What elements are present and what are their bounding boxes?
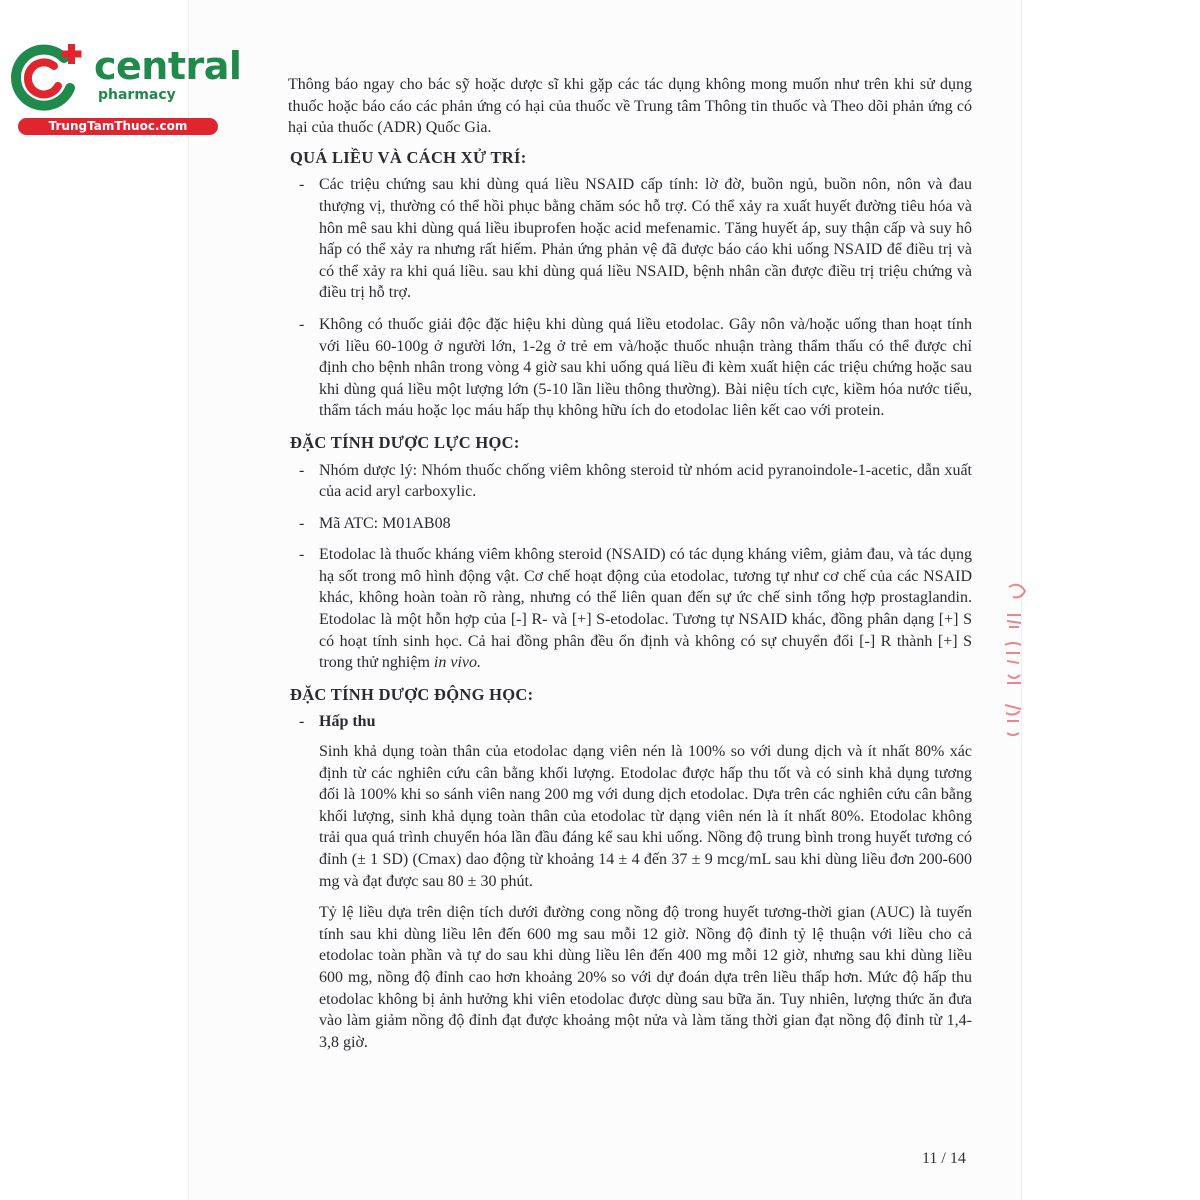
absorption-paragraph: Sinh khả dụng toàn thân của etodolac dạng viên nén là 100% so với dung dịch và ít nhất 80% xác định từ các nghiên cứu cân bằng khối lượng. Etodolac được hấp thu tốt và có sinh khả dụng tương đối là 100% khi so sánh viên nang 200 mg với dung dịch etodolac. Dựa trên các nghiên cứu cân bằng khối lượng, sinh khả dụng toàn thân của etodolac từ dạng viên nén là ít nhất 80%. Etodolac không trải qua quá trình chuyển hóa lần đầu đáng kể sau khi uống. Nồng độ trung bình trong huyết tương có đỉnh (± 1 SD) (Cmax) dao động từ khoảng 14 ± 4 đến 37 ± 9 mcg/mL sau khi dùng liều đơn 200-600 mg và đạt được sau 80 ± 30 phút. <box>319 743 972 890</box>
document-content <box>288 74 972 1053</box>
intro-paragraph: Thông báo ngay cho bác sỹ hoặc dược sĩ khi gặp các tác dụng không mong muốn như trên khi sử dụng thuốc hoặc báo cáo các phản ứng có hại của thuốc về Trung tâm Thông tin thuốc và Theo dõi phản ứng có hại của thuốc (ADR) Quốc Gia. <box>288 76 972 137</box>
item-text: Mã ATC: M01AB08 <box>319 514 451 532</box>
bullet-dash: - <box>299 514 305 532</box>
bullet-dash: - <box>299 546 305 564</box>
bullet-dash: - <box>299 713 305 731</box>
item-text: Không có thuốc giải độc đặc hiệu khi dùng quá liều etodolac. Gây nôn và/hoặc uống than hoạt tính với liều 60-100g ở người lớn, 1-2g ở trẻ em và/hoặc thuốc nhuận tràng thẩm thấu có thể được chỉ định cho bệnh nhân trong vòng 4 giờ sau khi uống quá liều đi kèm xuất hiện các triệu chứng hoặc sau khi dùng quá liều một lượng lớn (5-10 lần liều thông thường). Bài niệu tích cực, kiềm hóa nước tiểu, thẩm tách máu hoặc lọc máu hấp thụ không hữu ích do etodolac liên kết cao với protein. <box>319 315 972 420</box>
list-item <box>288 314 972 422</box>
item-text: Etodolac là thuốc kháng viêm không steroid (NSAID) có tác dụng kháng viêm, giảm đau, và tác dụng hạ sốt trong mô hình động vật. Cơ chế hoạt động của etodolac, tương tự như cơ chế của các NSAID khác, không hoàn toàn rõ ràng, nhưng có thể liên quan đến sự ức chế sinh tổng hợp prostaglandin. Etodolac là một hỗn hợp của [-] R- và [+] S-etodolac. Tương tự NSAID khác, đồng phân dạng [+] S có hoạt tính sinh học. Cả hai đồng phân đều ổn định và không có sự chuyển đổi [-] R thành [+] S trong thử nghiệm <box>319 546 972 672</box>
central-pharmacy-logo-icon <box>8 36 88 116</box>
page-number: 11 / 14 <box>922 1150 966 1167</box>
list-item <box>288 174 972 304</box>
list-item <box>288 513 972 535</box>
red-seal-stamp <box>995 575 1035 745</box>
bullet-dash: - <box>299 461 305 479</box>
list-item <box>288 460 972 503</box>
brand-logo[interactable] <box>8 36 242 136</box>
bullet-dash: - <box>299 315 305 333</box>
item-text: Các triệu chứng sau khi dùng quá liều NSAID cấp tính: lờ đờ, buồn ngủ, buồn nôn, nôn và đau thượng vị, thường có thể hồi phục bằng chăm sóc hỗ trợ. Có thể xảy ra xuất huyết đường tiêu hóa và hôn mê sau khi dùng quá liều ibuprofen hoặc acid mefenamic. Tăng huyết áp, suy thận cấp và suy hô hấp có thể xảy ra nhưng rất hiếm. Phản ứng phản vệ đã được báo cáo khi uống NSAID để điều trị và có thể xảy ra khi quá liều. sau khi dùng quá liều NSAID, bệnh nhân cần được điều trị triệu chứng và điều trị hỗ trợ. <box>319 176 972 302</box>
logo-name: central <box>94 44 242 88</box>
heading-overdose: QUÁ LIỀU VÀ CÁCH XỬ TRÍ: <box>290 147 527 167</box>
list-item <box>288 711 972 733</box>
item-text: Nhóm dược lý: Nhóm thuốc chống viêm không steroid từ nhóm acid pyranoindole-1-acetic, dẫn xuất của acid aryl carboxylic. <box>319 461 972 501</box>
auc-paragraph: Tỷ lệ liều dựa trên diện tích dưới đường cong nồng độ trong huyết tương-thời gian (AUC) là tuyến tính sau khi dùng liều lên đến 600 mg sau mỗi 12 giờ. Nồng độ đỉnh tỷ lệ thuận với liều cho cả etodolac toàn phần và tự do sau khi dùng liều lên đến 400 mg mỗi 12 giờ, nhưng sau khi dùng liều 600 mg, nồng độ đỉnh cao hơn khoảng 20% so với dự đoán dựa trên liều thấp hơn. Mức độ hấp thu etodolac không bị ảnh hưởng khi viên etodolac được dùng sau bữa ăn. Tuy nhiên, lượng thức ăn đưa vào làm giảm nồng độ đỉnh đạt được khoảng một nửa và làm tăng thời gian đạt nồng độ đỉnh từ 1,4-3,8 giờ. <box>319 904 972 1051</box>
heading-pharmacokinetics: ĐẶC TÍNH DƯỢC ĐỘNG HỌC: <box>290 684 534 704</box>
italic-term: in vivo. <box>433 654 481 672</box>
subheading-absorption: Hấp thu <box>319 713 376 731</box>
logo-url-badge[interactable]: TrungTamThuoc.com <box>18 118 218 135</box>
heading-pharmacodynamics: ĐẶC TÍNH DƯỢC LỰC HỌC: <box>290 432 520 452</box>
logo-subtitle: pharmacy <box>98 87 176 103</box>
list-item <box>288 544 972 674</box>
bullet-dash: - <box>299 176 305 194</box>
